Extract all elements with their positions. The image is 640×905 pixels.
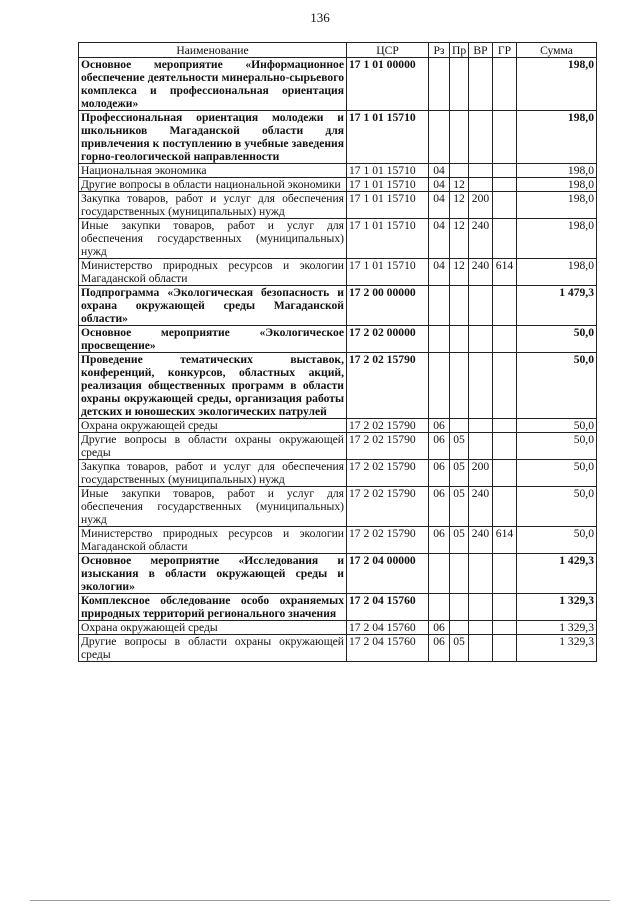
cell-name: Проведение тематических выставок, конференций, конкурсов, областных акций, реализация общественных программ в области охраны окружающей среды, организация работы детских и юношеских экологических патрулей (79, 353, 347, 419)
cell-rz: 04 (429, 192, 450, 219)
cell-pr: 05 (450, 433, 469, 460)
cell-rz (429, 58, 450, 111)
cell-sum: 198,0 (517, 259, 597, 286)
cell-csr: 17 2 02 15790 (347, 460, 429, 487)
page-bottom-rule (30, 900, 610, 901)
cell-gr (493, 286, 517, 326)
cell-pr: 12 (450, 192, 469, 219)
cell-rz: 04 (429, 219, 450, 259)
column-header-pr: Пр (450, 43, 469, 58)
cell-csr: 17 1 01 00000 (347, 58, 429, 111)
cell-pr (450, 419, 469, 433)
cell-rz: 06 (429, 621, 450, 635)
cell-gr (493, 594, 517, 621)
cell-rz: 04 (429, 259, 450, 286)
cell-name: Профессиональная ориентация молодежи и школьников Магаданской области для привлечения к поступлению в учебные заведения горно-геологической направленности (79, 111, 347, 164)
cell-vr (469, 353, 493, 419)
cell-csr: 17 2 02 15790 (347, 353, 429, 419)
cell-name: Национальная экономика (79, 164, 347, 178)
cell-name: Подпрограмма «Экологическая безопасность и охрана окружающей среды Магаданской области» (79, 286, 347, 326)
cell-rz (429, 326, 450, 353)
cell-vr (469, 58, 493, 111)
column-header-name: Наименование (79, 43, 347, 58)
table-row (79, 635, 597, 662)
table-row (79, 353, 597, 419)
cell-name: Комплексное обследование особо охраняемых природных территорий регионального значения (79, 594, 347, 621)
cell-rz: 04 (429, 178, 450, 192)
cell-csr: 17 2 04 00000 (347, 554, 429, 594)
cell-name: Иные закупки товаров, работ и услуг для обеспечения государственных (муниципальных) нужд (79, 219, 347, 259)
cell-vr (469, 621, 493, 635)
table-row (79, 164, 597, 178)
table-header-row (79, 43, 597, 58)
cell-name: Министерство природных ресурсов и экологии Магаданской области (79, 527, 347, 554)
cell-vr (469, 419, 493, 433)
cell-gr (493, 419, 517, 433)
cell-sum: 198,0 (517, 178, 597, 192)
cell-pr (450, 621, 469, 635)
cell-rz (429, 111, 450, 164)
cell-csr: 17 2 02 15790 (347, 527, 429, 554)
cell-gr (493, 635, 517, 662)
cell-csr: 17 1 01 15710 (347, 164, 429, 178)
cell-name: Основное мероприятие «Информационное обеспечение деятельности минерально-сырьевого комплекса и профессиональная ориентация молодежи» (79, 58, 347, 111)
cell-gr (493, 178, 517, 192)
cell-csr: 17 2 02 15790 (347, 487, 429, 527)
column-header-rz: Рз (429, 43, 450, 58)
cell-rz (429, 554, 450, 594)
cell-csr: 17 2 04 15760 (347, 594, 429, 621)
cell-vr (469, 178, 493, 192)
budget-table (78, 42, 597, 662)
cell-sum: 1 329,3 (517, 621, 597, 635)
cell-sum: 50,0 (517, 419, 597, 433)
cell-vr: 200 (469, 460, 493, 487)
cell-rz: 04 (429, 164, 450, 178)
cell-pr (450, 326, 469, 353)
table-row (79, 554, 597, 594)
cell-gr (493, 554, 517, 594)
table-row (79, 178, 597, 192)
table-row (79, 433, 597, 460)
cell-csr: 17 1 01 15710 (347, 178, 429, 192)
cell-name: Другие вопросы в области охраны окружающей среды (79, 635, 347, 662)
cell-sum: 198,0 (517, 164, 597, 178)
cell-rz: 06 (429, 460, 450, 487)
cell-csr: 17 1 01 15710 (347, 219, 429, 259)
cell-name: Другие вопросы в области охраны окружающей среды (79, 433, 347, 460)
cell-rz: 06 (429, 635, 450, 662)
cell-csr: 17 1 01 15710 (347, 111, 429, 164)
cell-name: Министерство природных ресурсов и экологии Магаданской области (79, 259, 347, 286)
cell-gr (493, 164, 517, 178)
cell-csr: 17 1 01 15710 (347, 259, 429, 286)
cell-pr (450, 58, 469, 111)
cell-gr (493, 487, 517, 527)
cell-pr: 12 (450, 178, 469, 192)
cell-csr: 17 2 04 15760 (347, 635, 429, 662)
cell-sum: 50,0 (517, 326, 597, 353)
cell-sum: 1 429,3 (517, 554, 597, 594)
cell-gr (493, 460, 517, 487)
cell-name: Иные закупки товаров, работ и услуг для обеспечения государственных (муниципальных) нужд (79, 487, 347, 527)
cell-gr (493, 353, 517, 419)
cell-gr (493, 326, 517, 353)
cell-rz (429, 353, 450, 419)
cell-rz (429, 286, 450, 326)
cell-sum: 1 329,3 (517, 594, 597, 621)
cell-gr (493, 58, 517, 111)
cell-name: Охрана окружающей среды (79, 621, 347, 635)
table-row (79, 111, 597, 164)
cell-vr: 240 (469, 527, 493, 554)
cell-name: Основное мероприятие «Исследования и изыскания в области окружающей среды и экологии» (79, 554, 347, 594)
cell-pr (450, 554, 469, 594)
cell-gr: 614 (493, 259, 517, 286)
cell-pr (450, 353, 469, 419)
cell-csr: 17 2 02 00000 (347, 326, 429, 353)
cell-csr: 17 2 02 15790 (347, 433, 429, 460)
cell-vr (469, 433, 493, 460)
cell-vr (469, 554, 493, 594)
cell-vr (469, 594, 493, 621)
cell-sum: 50,0 (517, 353, 597, 419)
table-row (79, 219, 597, 259)
cell-sum: 50,0 (517, 460, 597, 487)
cell-csr: 17 1 01 15710 (347, 192, 429, 219)
cell-pr (450, 286, 469, 326)
cell-name: Охрана окружающей среды (79, 419, 347, 433)
cell-name: Основное мероприятие «Экологическое просвещение» (79, 326, 347, 353)
cell-pr: 05 (450, 635, 469, 662)
column-header-vr: ВР (469, 43, 493, 58)
cell-name: Закупка товаров, работ и услуг для обеспечения государственных (муниципальных) нужд (79, 460, 347, 487)
cell-name: Закупка товаров, работ и услуг для обеспечения государственных (муниципальных) нужд (79, 192, 347, 219)
cell-vr (469, 111, 493, 164)
cell-csr: 17 2 04 15760 (347, 621, 429, 635)
cell-sum: 1 329,3 (517, 635, 597, 662)
cell-vr (469, 635, 493, 662)
cell-rz: 06 (429, 433, 450, 460)
cell-vr: 240 (469, 259, 493, 286)
cell-vr: 200 (469, 192, 493, 219)
cell-vr (469, 326, 493, 353)
cell-gr: 614 (493, 527, 517, 554)
cell-pr: 05 (450, 460, 469, 487)
cell-pr (450, 111, 469, 164)
cell-sum: 50,0 (517, 487, 597, 527)
cell-pr (450, 164, 469, 178)
table-row (79, 460, 597, 487)
cell-rz: 06 (429, 487, 450, 527)
cell-vr: 240 (469, 219, 493, 259)
cell-vr (469, 164, 493, 178)
cell-gr (493, 433, 517, 460)
cell-csr: 17 2 00 00000 (347, 286, 429, 326)
table-row (79, 58, 597, 111)
cell-vr (469, 286, 493, 326)
cell-pr: 12 (450, 219, 469, 259)
cell-gr (493, 621, 517, 635)
cell-rz (429, 594, 450, 621)
cell-name: Другие вопросы в области национальной экономики (79, 178, 347, 192)
cell-sum: 1 479,3 (517, 286, 597, 326)
table-body (79, 58, 597, 662)
cell-pr: 05 (450, 527, 469, 554)
table-row (79, 192, 597, 219)
cell-sum: 198,0 (517, 58, 597, 111)
cell-csr: 17 2 02 15790 (347, 419, 429, 433)
column-header-gr: ГР (493, 43, 517, 58)
cell-gr (493, 111, 517, 164)
cell-rz: 06 (429, 527, 450, 554)
table-row (79, 487, 597, 527)
cell-pr (450, 594, 469, 621)
cell-rz: 06 (429, 419, 450, 433)
cell-gr (493, 219, 517, 259)
cell-pr: 05 (450, 487, 469, 527)
table-row (79, 594, 597, 621)
cell-sum: 50,0 (517, 433, 597, 460)
cell-sum: 198,0 (517, 111, 597, 164)
table-row (79, 326, 597, 353)
column-header-csr: ЦСР (347, 43, 429, 58)
table-row (79, 419, 597, 433)
cell-gr (493, 192, 517, 219)
table-row (79, 621, 597, 635)
cell-sum: 198,0 (517, 192, 597, 219)
page-number: 136 (310, 10, 330, 25)
table-row (79, 259, 597, 286)
table-row (79, 286, 597, 326)
column-header-sum: Сумма (517, 43, 597, 58)
cell-sum: 50,0 (517, 527, 597, 554)
cell-pr: 12 (450, 259, 469, 286)
cell-vr: 240 (469, 487, 493, 527)
table-row (79, 527, 597, 554)
cell-sum: 198,0 (517, 219, 597, 259)
